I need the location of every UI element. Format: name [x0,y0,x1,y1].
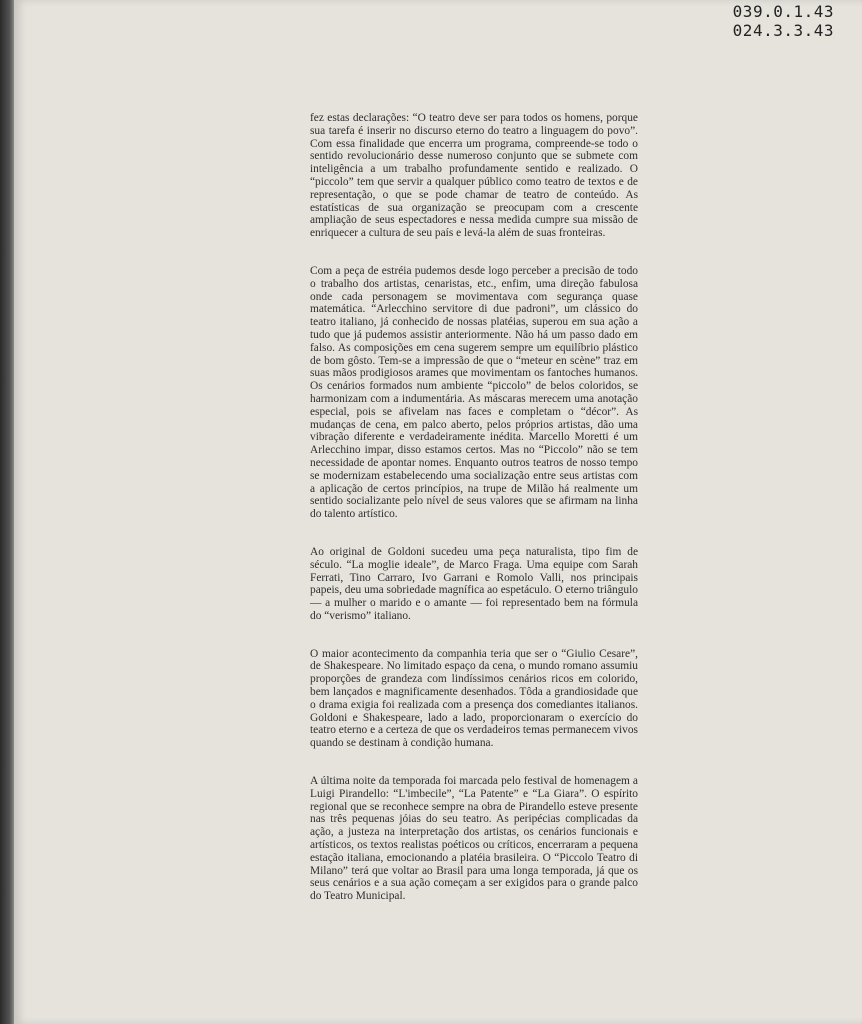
paragraph-5: A última noite da temporada foi marcada pelo festival de homenagem a Luigi Pirandello: “L'imbecile”, “La Patente” e “La Giara”. O espírito regional que se reconhece sempre na obra de Pirandello esteve presente nas três pequenas jóias do seu teatro. As peripécias complicadas da ação, a justeza na interpretação dos artistas, os cenários funcionais e artísticos, os textos realistas poéticos ou críticos, encerraram a pequena estação italiana, emocionando a platéia brasileira. O “Piccolo Teatro di Milano” terá que voltar ao Brasil para uma longa temporada, já que os seus cenários e a sua ação começam a ser exigidos para o grande palco do Teatro Municipal. [310,775,638,903]
catalog-numbers [733,2,834,40]
article-text [310,112,638,903]
paragraph-1: fez estas declarações: “O teatro deve ser para todos os homens, porque sua tarefa é inserir no discurso eterno do teatro a linguagem do povo”. Com essa finalidade que encerra um programa, compreende-se todo o sentido revolucionário desse numeroso conjunto que se submete com inteligência a um trabalho profundamente sentido e realizado. O “piccolo” tem que servir a qualquer público como teatro de textos e de representação, o que se pode chamar de teatro de conteúdo. As estatísticas de sua organização se preocupam com a crescente ampliação de seus espectadores e nessa medida cumpre sua missão de enriquecer a cultura de seu país e levá-la além de suas fronteiras. [310,112,638,240]
catalog-number-1: 039.0.1.43 [732,2,834,21]
page-binding-edge [0,0,14,1024]
paragraph-4: O maior acontecimento da companhia teria que ser o “Giulio Cesare”, de Shakespeare. No limitado espaço da cena, o mundo romano assumiu proporções de grandeza com lindíssimos cenários ricos em colorido, bem lançados e magnificamente desenhados. Tôda a grandiosidade que o drama exigia foi realizada com a presença dos comediantes italianos. Goldoni e Shakespeare, lado a lado, proporcionaram o exercício do teatro eterno e a certeza de que os verdadeiros temas permanecem vivos quando se destinam à condição humana. [310,647,638,750]
catalog-number-2: 024.3.3.43 [732,21,834,40]
paragraph-2: Com a peça de estréia pudemos desde logo perceber a precisão de todo o trabalho dos artistas, cenaristas, etc., enfim, uma direção fabulosa onde cada personagem se movimentava com segurança quase matemática. “Arlecchino servitore di due padroni”, um clássico do teatro italiano, já conhecido de nossas platéias, superou em sua ação a tudo que já pudemos assistir anteriormente. Não há um passo dado em falso. As composições em cena sugerem sempre um equilíbrio plástico de bom gôsto. Tem-se a impressão de que o “meteur en scène” traz em suas mãos prodigiosos arames que movimentam os fantoches humanos. Os cenários formados num ambiente “piccolo” de belos coloridos, se harmonizam com a indumentária. As máscaras merecem uma anotação especial, pois se afivelam nas faces e completam o “décor”. As mudanças de cena, em palco aberto, pelos próprios artistas, dão uma vibração diferente e verdadeiramente inédita. Marcello Moretti é um Arlecchino impar, disso estamos certos. Mas no “Piccolo” não se tem necessidade de apontar nomes. Enquanto outros teatros de nosso tempo se modernizam estabelecendo uma socialização entre seus artistas com a aplicação de certos princípios, na trupe de Milão há realmente um sentido socializante pelo nível de seus valores que se afirmam na linha do talento artístico. [310,264,638,521]
paragraph-3: Ao original de Goldoni sucedeu uma peça naturalista, tipo fim de século. “La moglie ideale”, de Marco Fraga. Uma equipe com Sarah Ferrati, Tino Carraro, Ivo Garrani e Romolo Valli, nos principais papeis, deu uma sobriedade magnífica ao espetáculo. O eterno triângulo — a mulher o marido e o amante — foi representado bem na fórmula do “verismo” italiano. [310,545,638,622]
